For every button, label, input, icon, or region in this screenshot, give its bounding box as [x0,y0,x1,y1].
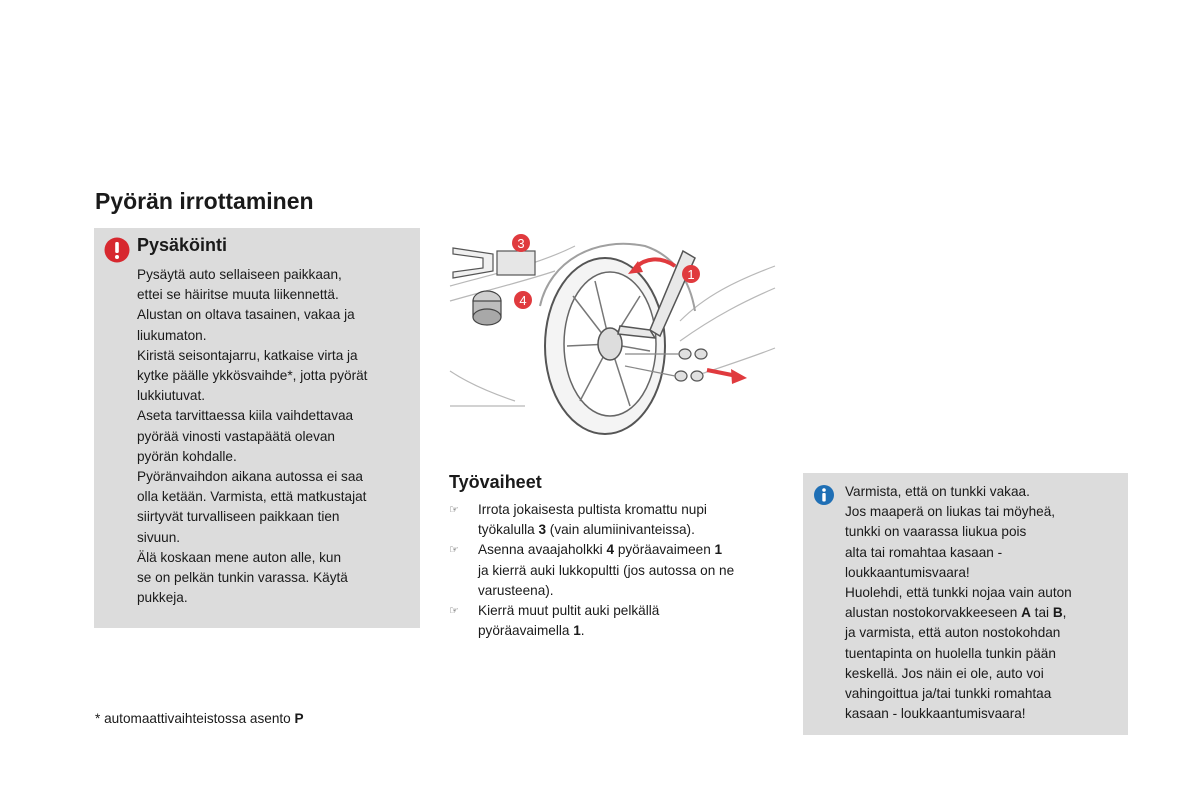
text-run: kasaan - loukkaantumisvaara! [845,706,1026,722]
text-run: työkalulla [478,522,539,538]
text-line: Aseta tarvittaessa kiila vaihdettavaa [137,408,354,424]
text-run: pyöräavaimeen [614,542,715,558]
footnote-bold: P [294,711,304,726]
step-item [449,500,784,540]
bold-ref: 1 [714,542,723,558]
text-run: Irrota jokaisesta pultista kromattu nupi [478,502,707,517]
text-line: Pyöränvaihdon aikana autossa ei saa [137,469,363,485]
text-line: pyörän kohdalle. [137,448,237,464]
pointing-hand-icon: ☞ [449,605,459,618]
pull-arrow-head [731,369,747,384]
text-line: se on pelkän tunkin varassa. Käytä [137,570,348,586]
text-line [845,623,1117,643]
text-line [845,664,1117,684]
text-line: olla ketään. Varmista, että matkustajat [137,489,367,505]
text-run: Kierrä muut pultit auki pelkällä [478,603,660,619]
warning-heading: Pysäköinti [137,235,228,255]
warning-paragraph [137,265,407,346]
text-line [478,581,784,601]
text-run: alta tai romahtaa kasaan - [845,544,1003,560]
footnote-text: * automaattivaihteistossa asento [95,711,295,726]
callout-3 [512,234,530,252]
bold-ref: 3 [538,522,547,538]
text-line [845,704,1117,724]
text-line [845,502,1117,522]
text-run: Asenna avaajaholkki [478,542,607,558]
info-paragraph [845,583,1117,724]
warning-paragraph [137,467,407,548]
text-line [478,601,784,621]
text-line [478,540,784,560]
callout-1 [682,265,700,283]
text-line: Kiristä seisontajarru, katkaise virta ja [137,347,358,363]
socket-adapter [473,291,501,325]
text-line [845,684,1117,704]
text-line [478,500,784,520]
cap-removal-tool [453,248,535,278]
info-icon [814,485,834,505]
text-run: pyöräavaimella [478,623,574,639]
text-line: Älä koskaan mene auton alle, kun [137,549,342,565]
bold-ref: 4 [606,542,615,558]
pointing-hand-icon: ☞ [449,544,459,557]
text-run: ja varmista, että auton nostokohdan [845,625,1061,641]
text-line [845,522,1117,542]
bold-ref: 1 [573,623,581,639]
text-run: vahingoittua ja/tai tunkki romahtaa [845,686,1052,702]
text-line [478,561,784,581]
text-run: keskellä. Jos näin ei ole, auto voi [845,665,1044,681]
bold-ref: A [1021,605,1031,621]
text-run: Jos maaperä on liukas tai möyheä, [845,504,1056,520]
text-line [845,603,1117,623]
text-line [478,520,784,540]
step-item [449,601,784,641]
callout-1-label: 1 [687,267,695,282]
warning-paragraph [137,548,407,609]
steps-list [449,500,784,641]
bold-ref: B [1052,605,1063,621]
text-line [845,563,1117,583]
text-line [845,644,1117,664]
text-line: siirtyvät turvalliseen paikkaan tien [137,509,340,525]
callout-3-label: 3 [517,236,525,251]
text-run: . [580,623,585,639]
rotate-arrow [635,259,675,268]
text-line: Pysäytä auto sellaiseen paikkaan, [137,267,342,282]
text-run: , [1062,605,1067,621]
text-line: sivuun. [137,529,181,545]
text-line: Alustan on oltava tasainen, vakaa ja [137,307,355,323]
step-item [449,540,784,601]
info-text [845,482,1117,724]
text-run: tuentapinta on huolella tunkin pään [845,645,1056,661]
pointing-hand-icon: ☞ [449,504,459,516]
callout-4 [514,291,532,309]
text-line: ettei se häiritse muuta liikennettä. [137,287,339,303]
wheel [545,258,665,434]
text-line: kytke päälle ykkösvaihde*, jotta pyörät [137,368,368,384]
warning-exclamation-icon [104,237,130,263]
text-line [845,543,1117,563]
text-run: alustan nostokorvakkeeseen [845,605,1022,621]
text-line: pyörää vinosti vastapäätä olevan [137,428,335,444]
text-line: pukkeja. [137,590,188,606]
wheel-removal-illustration [445,226,780,441]
text-run: (vain alumiinivanteissa). [546,522,695,538]
text-run: loukkaantumisvaara! [845,564,970,580]
warning-text [137,265,407,608]
page-title: Pyörän irrottaminen [95,188,314,214]
info-paragraph [845,482,1117,583]
steps-heading: Työvaiheet [449,472,542,492]
text-line: lukkiutuvat. [137,388,206,404]
text-line [845,583,1117,603]
text-run: Huolehdi, että tunkki nojaa vain auton [845,585,1072,601]
callout-4-label: 4 [519,293,527,308]
text-run: tunkki on vaarassa liukua pois [845,524,1027,540]
text-run: varusteena). [478,582,554,598]
text-run: tai [1030,605,1053,621]
footnote [95,711,304,726]
text-run: Varmista, että on tunkki vakaa. [845,484,1030,499]
text-line: liukumaton. [137,327,207,343]
text-line [845,482,1117,502]
warning-paragraph [137,406,407,467]
text-line [478,621,784,641]
text-run: ja kierrä auki lukkopultti (jos autossa on ne [478,562,735,578]
warning-paragraph [137,346,407,407]
